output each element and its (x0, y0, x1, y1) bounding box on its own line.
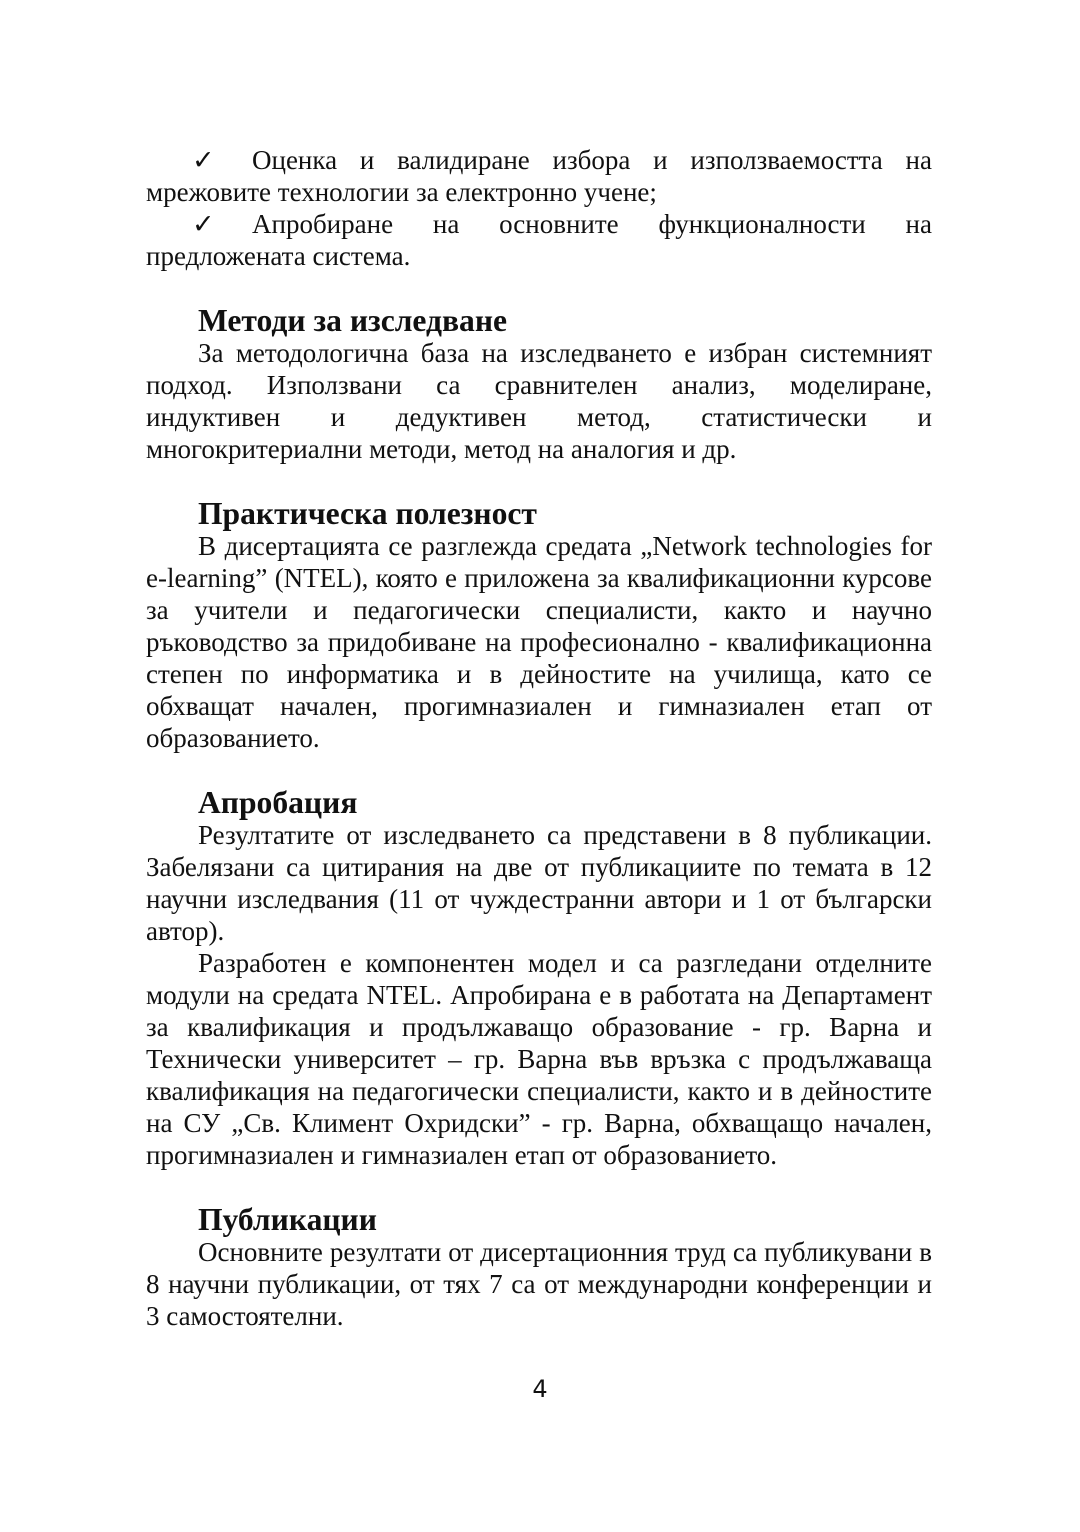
paragraph: В дисертацията се разглежда средата „Network technologies for e-learning” (NTEL), която е приложена за квалификационни курсове за учители и педагогически специалисти, както и научно ръководство за придобиване на професионално - квалификационна степен по информатика и в дейностите на училища, като се обхващат начален, прогимназиален и гимназиален етап от образованието. (146, 531, 932, 753)
bullet-text: Апробиране на основните функционалности на (252, 209, 932, 239)
section-publications (146, 1204, 932, 1332)
bullet-item (146, 144, 932, 208)
document-page (146, 144, 932, 1332)
bullet-text: Оценка и валидиране избора и използваемостта на (252, 145, 932, 175)
section-practical (146, 498, 932, 754)
paragraph: За методологична база на изследването е избран системният подход. Използвани са сравнителен анализ, моделиране, индуктивен и дедуктивен метод, статистически и многокритериални методи, метод на аналогия и др. (146, 338, 932, 464)
page-number: 4 (532, 1375, 548, 1403)
checkmark-icon: ✓ (192, 209, 215, 239)
paragraph: Основните резултати от дисертационния труд са публикувани в 8 научни публикации, от тях 7 са от международни конференции и 3 самостоятелни. (146, 1237, 932, 1331)
paragraph: Разработен е компонентен модел и са разгледани отделните модули на средата NTEL. Апробирана е в работата на Департамент за квалификация и продължаващо образование - гр. Варна и Технически университет – гр. Варна във връзка с продължаваща квалификация на педагогически специалисти, както и в дейностите на СУ „Св. Климент Охридски” - гр. Варна, обхващащо начален, прогимназиален и гимназиален етап от образованието. (146, 948, 932, 1170)
paragraph: Резултатите от изследването са представени в 8 публикации. Забелязани са цитирания на две от публикациите по темата в 12 научни изследвания (11 от чуждестранни автори и 1 от български автор). (146, 820, 932, 946)
checkmark-icon: ✓ (192, 145, 215, 175)
section-heading: Методи за изследване (198, 303, 508, 338)
bullet-item (146, 208, 932, 272)
section-approbation (146, 787, 932, 1171)
section-heading: Публикации (198, 1202, 377, 1237)
bullet-continuation: предложената система. (146, 241, 411, 271)
bullet-continuation: мрежовите технологии за електронно учене; (146, 177, 657, 207)
section-heading: Апробация (198, 785, 358, 820)
section-heading: Практическа полезност (198, 496, 537, 531)
section-methods (146, 305, 932, 465)
